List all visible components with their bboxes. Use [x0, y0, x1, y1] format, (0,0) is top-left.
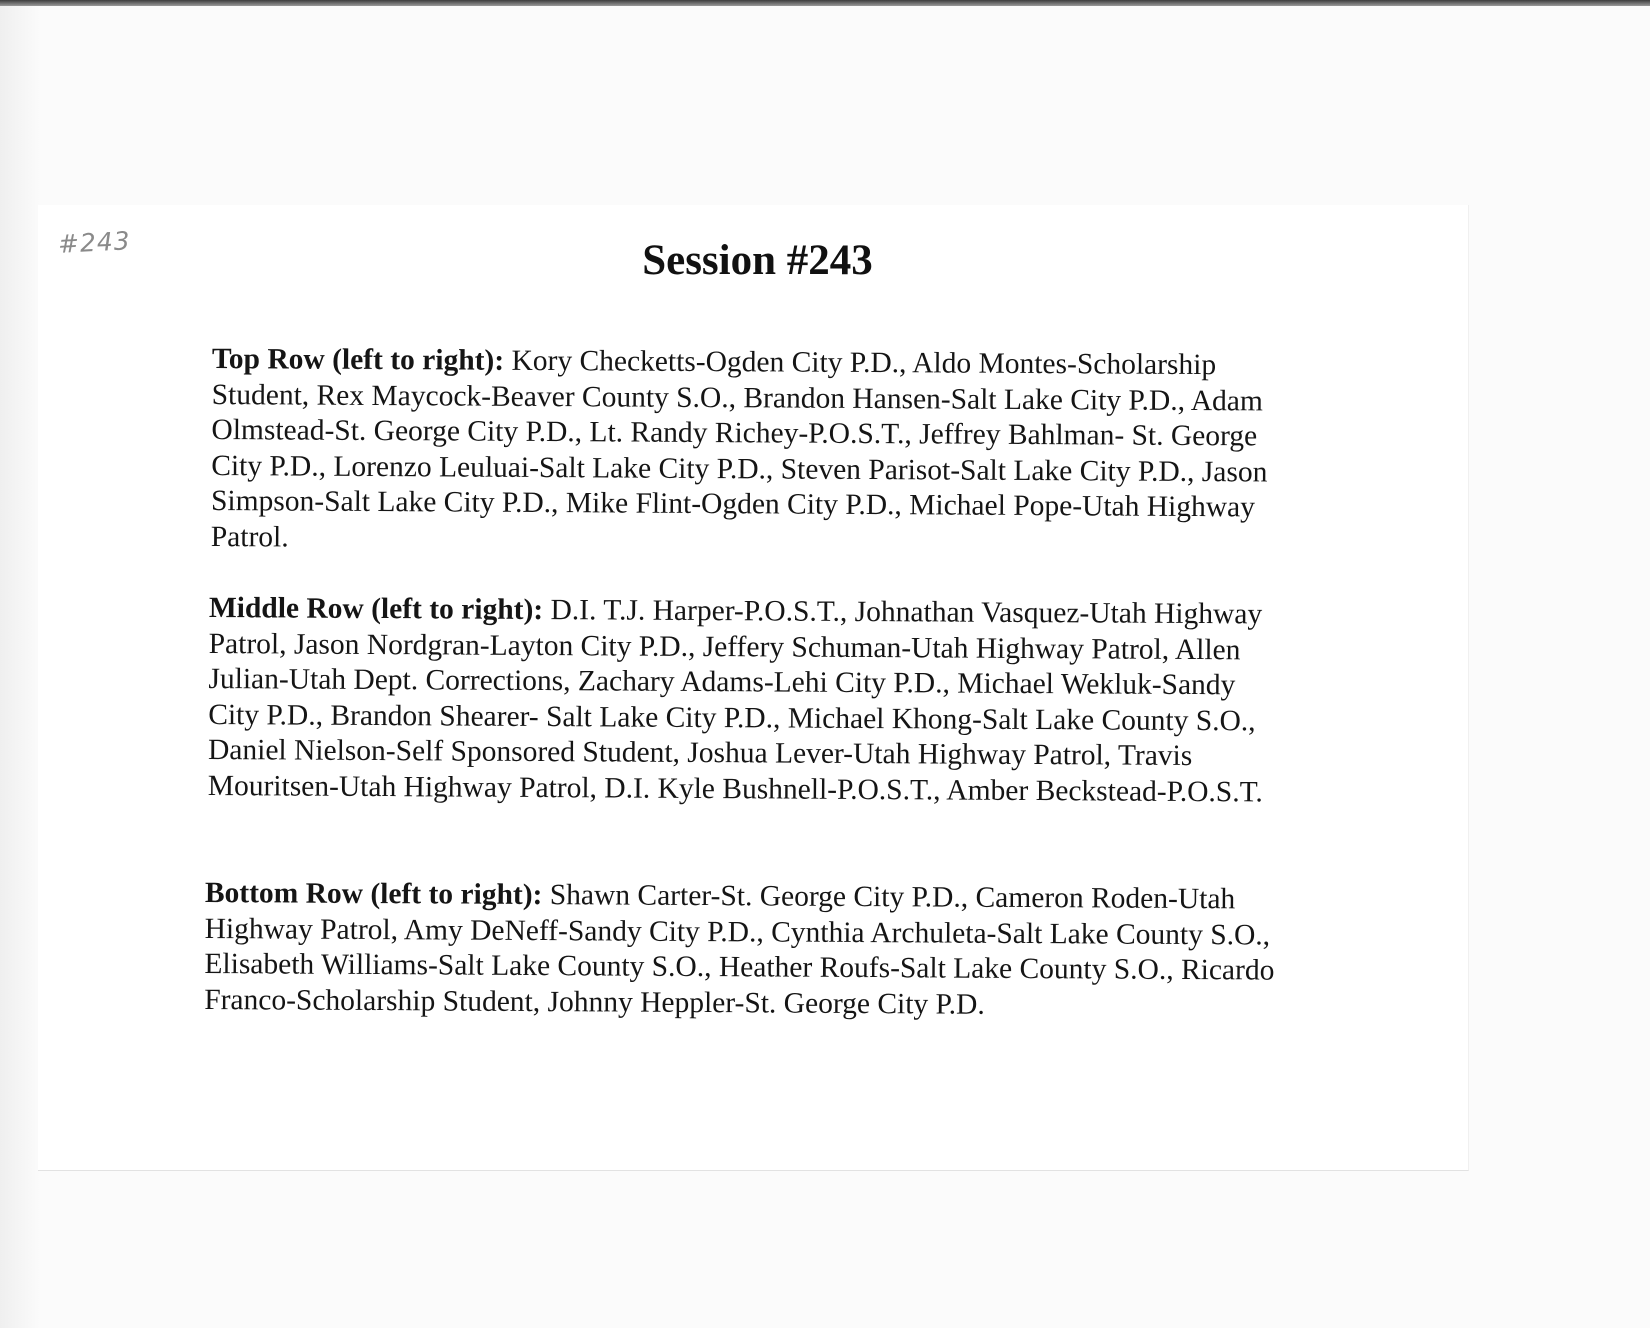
top-row-caption: [211, 342, 1292, 562]
handwritten-note: #243: [57, 226, 132, 259]
middle-row-label: Middle Row (left to right):: [208, 592, 544, 627]
middle-row-caption: [208, 591, 1289, 811]
bottom-row-caption: [204, 876, 1285, 1025]
bottom-row-label: Bottom Row (left to right):: [204, 877, 543, 912]
scan-top-edge: [0, 0, 1650, 6]
top-row-names: Kory Checketts-Ogden City P.D., Aldo Montes-Scholarship Student, Rex Maycock-Beaver County S.O., Brandon Hansen-Salt Lake City P.D., Adam Olmstead-St. George City P.D., Lt. Randy Richey-P.O.S.T., Jeffrey Bahlman- St. George City P.D., Lorenzo Leuluai-Salt Lake City P.D., Steven Parisot-Salt Lake City P.D., Jason Simpson-Salt Lake City P.D., Mike Flint-Ogden City P.D., Michael Pope-Utah Highway Patrol.: [210, 344, 1268, 553]
scan-shadow: [0, 6, 40, 1328]
document-title: Session #243: [642, 237, 873, 284]
bottom-row-names: Shawn Carter-St. George City P.D., Cameron Roden-Utah Highway Patrol, Amy DeNeff-Sandy City P.D., Cynthia Archuleta-Salt Lake County S.O., Elisabeth Williams-Salt Lake County S.O., Heather Roufs-Salt Lake County S.O., Ricardo Franco-Scholarship Student, Johnny Heppler-St. George City P.D.: [204, 879, 1275, 1021]
middle-row-names: D.I. T.J. Harper-P.O.S.T., Johnathan Vasquez-Utah Highway Patrol, Jason Nordgran-Layton City P.D., Jeffery Schuman-Utah Highway Patrol, Allen Julian-Utah Dept. Corrections, Zachary Adams-Lehi City P.D., Michael Wekluk-Sandy City P.D., Brandon Shearer- Salt Lake City P.D., Michael Khong-Salt Lake County S.O., Daniel Nielson-Self Sponsored Student, Joshua Lever-Utah Highway Patrol, Travis Mouritsen-Utah Highway Patrol, D.I. Kyle Bushnell-P.O.S.T., Amber Beckstead-P.O.S.T.: [207, 594, 1263, 808]
top-row-label: Top Row (left to right):: [211, 342, 505, 377]
